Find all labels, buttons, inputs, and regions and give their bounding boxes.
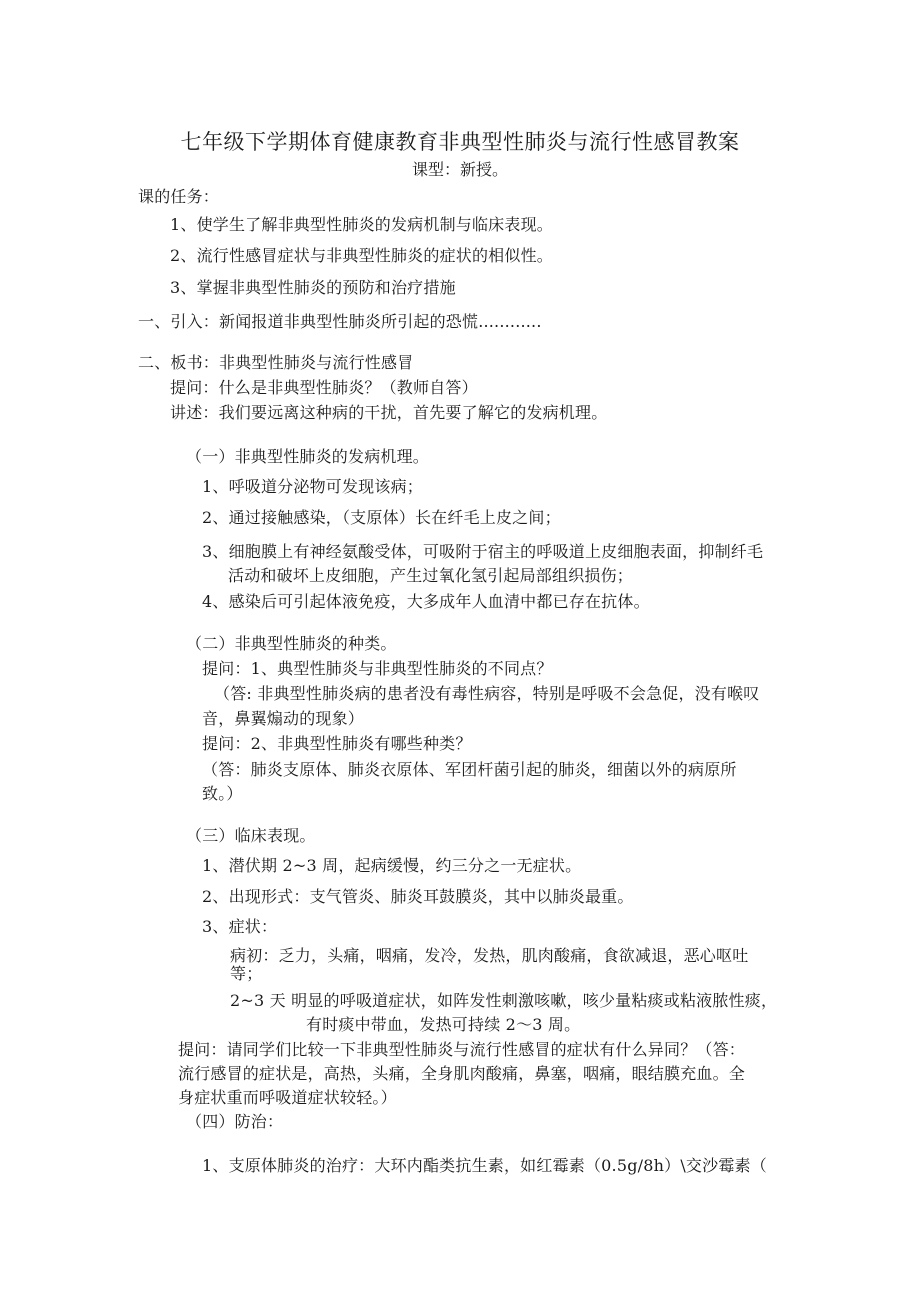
task-item: 2、流行性感冒症状与非典型性肺炎的症状的相似性。 (170, 246, 553, 265)
section-2-answer-cont: 致。） (202, 784, 243, 803)
section-2-question: 提问：1、典型性肺炎与非典型性肺炎的不同点？ (202, 659, 553, 678)
comparison-question: 提问：请同学们比较一下非典型性肺炎与流行性感冒的症状有什么异同？（答： (178, 1040, 746, 1059)
section-4-heading: （四）防治： (186, 1112, 284, 1131)
section-3-item: 1、潜伏期 2~3 周，起病缓慢，约三分之一无症状。 (202, 856, 582, 875)
section-2-heading: （二）非典型性肺炎的种类。 (186, 634, 397, 653)
section-2-question: 提问：2、非典型性肺炎有哪些种类？ (202, 734, 472, 753)
section-1-heading: （一）非典型性肺炎的发病机理。 (186, 447, 430, 466)
section-1-item: 4、感染后可引起体液免疫，大多成年人血清中都已存在抗体。 (202, 592, 650, 611)
section-3-item: 2、出现形式：支气管炎、肺炎耳鼓膜炎，其中以肺炎最重。 (202, 887, 634, 906)
document-title: 七年级下学期体育健康教育非典型性肺炎与流行性感冒教案 (180, 130, 740, 154)
section-1-item: 1、呼吸道分泌物可发现该病； (202, 477, 423, 496)
section-3-heading: （三）临床表现。 (186, 826, 316, 845)
comparison-answer-cont: 身症状重而呼吸道症状较轻。） (178, 1088, 397, 1107)
section-1-item: 3、细胞膜上有神经氨酸受体，可吸附于宿主的呼吸道上皮细胞表面，抑制纤毛 (202, 542, 764, 561)
section-4-item: 1、支原体肺炎的治疗：大环内酯类抗生素，如红霉素（0.5g/8h）\交沙霉素（ (202, 1156, 767, 1175)
task-item: 3、掌握非典型性肺炎的预防和治疗措施 (170, 278, 456, 297)
section-1-item-cont: 活动和破坏上皮细胞，产生过氧化氢引起局部组织损伤； (228, 566, 634, 585)
symptom-early-cont: 等； (230, 964, 263, 983)
section-3-item: 3、症状： (202, 917, 278, 936)
task-item: 1、使学生了解非典型性肺炎的发病机制与临床表现。 (170, 215, 553, 234)
symptom-later-cont: 有时痰中带血，发热可持续 2～3 周。 (306, 1015, 581, 1034)
lesson-type: 课型：新授。 (411, 160, 508, 179)
symptom-later: 2~3 天 明显的呼吸道症状，如阵发性刺激咳嗽，咳少量粘痰或粘液脓性痰， (230, 991, 778, 1010)
section-1-item: 2、通过接触感染，（支原体）长在纤毛上皮之间； (202, 508, 561, 527)
intro-line: 一、引入：新闻报道非典型性肺炎所引起的恐慌............ (138, 312, 542, 331)
board-line: 二、板书：非典型性肺炎与流行性感冒 (138, 353, 414, 372)
section-2-answer: （答: 非典型性肺炎病的患者没有毒性病容，特别是呼吸不会急促，没有喉叹 (214, 684, 760, 703)
lecture-line: 讲述：我们要远离这种病的干扰，首先要了解它的发病机理。 (170, 403, 608, 422)
tasks-heading: 课的任务： (138, 187, 220, 206)
symptom-early: 病初：乏力，头痛，咽痛，发冷，发热，肌肉酸痛，食欲减退，恶心呕吐 (230, 946, 749, 965)
question-line: 提问：什么是非典型性肺炎？（教师自答） (170, 378, 478, 397)
section-2-answer: （答：肺炎支原体、肺炎衣原体、军团杆菌引起的肺炎，细菌以外的病原所 (202, 760, 737, 779)
section-2-answer-cont: 音，鼻翼煽动的现象） (202, 709, 365, 728)
comparison-answer: 流行感冒的症状是，高热，头痛，全身肌肉酸痛，鼻塞，咽痛，眼结膜充血。全 (178, 1064, 746, 1083)
